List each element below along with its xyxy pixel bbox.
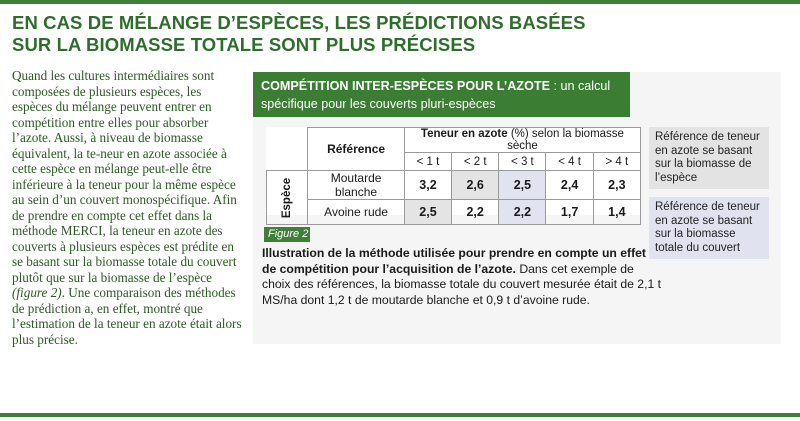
table-cell: 1,4 [593,200,640,225]
table-row [267,171,641,200]
column-header: > 4 t [593,153,640,171]
column-header: < 1 t [404,153,451,171]
headline-line-1: EN CAS DE MÉLANGE D’ESPÈCES, LES PRÉDICTIONS BASÉES [12,12,586,33]
figure-tag: Figure 2 [264,227,310,242]
table-cell: 2,2 [452,200,499,225]
figure-caption [262,246,662,308]
lead-paragraph [12,68,244,347]
table-cell: 1,7 [546,200,593,225]
lead-text-2: . Une comparaison des méthodes de prédiction a, en effet, montré que l’estimation de la teneur en azote était alors plus précise. [12,285,242,347]
column-header: < 3 t [499,153,546,171]
table-cell-total-ref: 2,5 [499,171,546,200]
panel-title [253,72,630,117]
panel-title-rest: : un calcul spécifique pour les couverts pluri-espèces [261,79,611,111]
panel-title-bold: COMPÉTITION INTER-ESPÈCES POUR L’AZOTE [261,79,550,93]
headline-line-2: SUR LA BIOMASSE TOTALE SONT PLUS PRÉCISES [12,34,476,55]
caption-rest: Dans cet exemple de choix des références, la biomasse totale du couvert mesurée était de 2,1 t MS/ha dont 1,2 t de moutarde blanche et 0,9 t d’avoine rude. [262,261,662,307]
table-cell-species-ref: 2,6 [452,171,499,200]
table-cell-total-ref: 2,2 [499,200,546,225]
nitrogen-table [266,127,641,219]
bottom-rule [0,413,800,417]
row-label: Avoine rude [308,200,405,225]
table-cell: 2,3 [593,171,640,200]
top-rule [0,0,800,4]
row-axis-label: Espèce [267,171,308,225]
caption-bold: Illustration de la méthode utilisée pour prendre en compte un effet de compétition pour l’acquisition de l’azote. [262,246,646,276]
table-cell: 2,4 [546,171,593,200]
table-cell: 3,2 [404,171,451,200]
table-cell-species-ref: 2,5 [404,200,451,225]
group-header: Teneur en azote (%) selon la biomasse sèche [404,128,640,153]
legend-species-reference: Référence de teneur en azote se basant sur la biomasse de l’espèce [649,127,769,189]
figure-reference: (figure 2) [12,285,62,300]
legend-total-reference: Référence de teneur en azote se basant sur la biomasse totale du couvert [649,197,769,259]
row-label: Moutarde blanche [308,171,405,200]
reference-header: Référence [308,128,405,171]
table-row [267,200,641,225]
column-header: < 2 t [452,153,499,171]
headline [12,12,712,56]
lead-text-1: Quand les cultures intermédiaires sont composées de plusieurs espèces, les espèces du mélange peuvent entrer en compétition entre elles pour absorber l’azote. Aussi, à niveau de biomasse équivalent, la te-neur en azote associée à cette espèce en mélange peut-elle être inférieure à la teneur pour la même espèce au sein d’un couvert monospécifique. Afin de prendre en compte cet effet dans la méthode MERCI, la teneur en azote des couverts à plusieurs espèces est prédite en se basant sur la biomasse totale du couvert plutôt que sur la biomasse de l’espèce [12,68,237,285]
column-header: < 4 t [546,153,593,171]
